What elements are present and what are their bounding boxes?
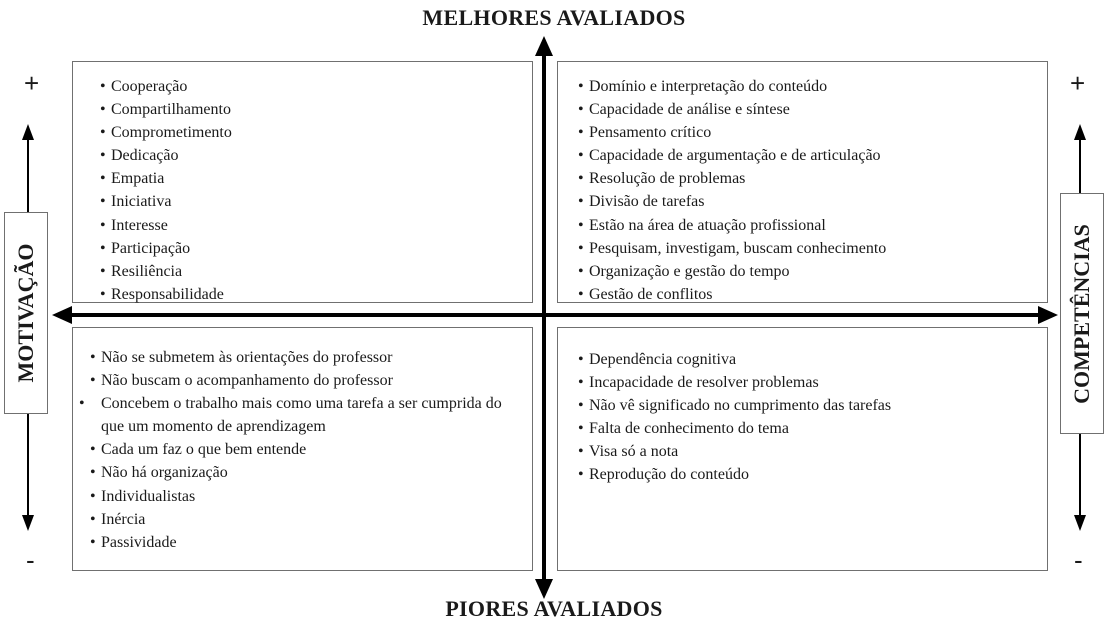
- list-item-text: Resiliência: [111, 262, 183, 280]
- list-item: [578, 283, 1047, 306]
- list-item: [90, 346, 528, 369]
- competencias-label: COMPETÊNCIAS: [1069, 223, 1094, 404]
- list-item: [100, 167, 532, 190]
- list-item-text: Domínio e interpretação do conteúdo: [589, 78, 828, 95]
- list-item: [79, 392, 528, 438]
- right-minus-sign: -: [1074, 545, 1083, 575]
- list-item: [90, 508, 528, 531]
- bullet-icon: •: [100, 193, 106, 211]
- bullet-icon: •: [578, 262, 584, 280]
- list-item-text: Não se submetem às orientações do professor: [101, 349, 393, 366]
- list-item: [578, 167, 1047, 190]
- bullet-icon: •: [100, 78, 106, 95]
- list-item: [100, 121, 532, 144]
- list-item: [578, 144, 1047, 167]
- list-item: [90, 485, 528, 508]
- bullet-icon: •: [578, 285, 584, 303]
- list-item: [100, 144, 532, 167]
- list-item-text: Incapacidade de resolver problemas: [589, 374, 819, 392]
- list-item-text: Dedicação: [111, 147, 179, 165]
- list-item: [578, 348, 1047, 371]
- list-item-text: Concebem o trabalho mais como uma tarefa a ser cumprida do que um momento de aprendizagem: [101, 395, 502, 436]
- bullet-icon: •: [578, 239, 584, 257]
- quadrant-bottom-right: [557, 327, 1048, 571]
- list-item-text: Capacidade de análise e síntese: [589, 101, 790, 119]
- bullet-icon: •: [578, 193, 584, 211]
- list-item: [578, 440, 1047, 463]
- bullet-icon: •: [100, 285, 106, 303]
- list-item: [578, 214, 1047, 237]
- vertical-axis-arrow-up: [535, 36, 553, 56]
- list-item-text: Gestão de conflitos: [589, 285, 713, 303]
- list-item-text: Reprodução do conteúdo: [589, 466, 749, 484]
- list-item: [100, 190, 532, 213]
- bullet-icon: •: [90, 464, 96, 482]
- horizontal-axis-arrow-left: [52, 306, 72, 324]
- bullet-icon: •: [578, 170, 584, 188]
- list-item: [100, 98, 532, 121]
- bullet-icon: •: [578, 351, 584, 368]
- bullet-icon: •: [578, 397, 584, 415]
- list-item-text: Inércia: [101, 510, 146, 528]
- competencias-label-box: [1060, 193, 1104, 434]
- list-item-text: Individualistas: [101, 487, 196, 505]
- list-item: [578, 121, 1047, 144]
- list-item-text: Participação: [111, 239, 191, 257]
- bullet-icon: •: [90, 349, 96, 366]
- horizontal-axis-arrow-right: [1038, 306, 1058, 324]
- right-scale-arrow-down: [1074, 515, 1086, 531]
- list-item-text: Cada um faz o que bem entende: [101, 441, 307, 459]
- list-item-text: Resolução de problemas: [589, 170, 746, 188]
- bullet-icon: •: [100, 124, 106, 142]
- motivacao-label-box: [4, 212, 48, 414]
- list-item-text: Pensamento crítico: [589, 124, 712, 142]
- bullet-icon: •: [100, 216, 106, 234]
- list-item-text: Passividade: [101, 533, 177, 551]
- list-item: [578, 75, 1047, 98]
- list-item: [578, 237, 1047, 260]
- list-item-text: Capacidade de argumentação e de articulação: [589, 147, 881, 165]
- list-item: [90, 531, 528, 554]
- bullet-icon: •: [100, 239, 106, 257]
- quadrant-top-right-list: [578, 75, 1047, 306]
- list-item: [578, 98, 1047, 121]
- quadrant-bottom-right-list: [578, 348, 1047, 487]
- right-scale-arrow-up: [1074, 124, 1086, 140]
- list-item-text: Iniciativa: [111, 193, 172, 211]
- bullet-icon: •: [578, 466, 584, 484]
- list-item: [90, 369, 528, 392]
- list-item-text: Compartilhamento: [111, 101, 231, 119]
- bullet-icon: •: [100, 101, 106, 119]
- list-item-text: Interesse: [111, 216, 168, 234]
- list-item-text: Comprometimento: [111, 124, 232, 142]
- bullet-icon: •: [79, 395, 85, 413]
- title-melhores-avaliados: MELHORES AVALIADOS: [422, 5, 686, 30]
- list-item-text: Não buscam o acompanhamento do professor: [101, 372, 393, 390]
- bullet-icon: •: [578, 78, 584, 95]
- bullet-icon: •: [578, 101, 584, 119]
- bullet-icon: •: [578, 420, 584, 438]
- list-item-text: Organização e gestão do tempo: [589, 262, 790, 280]
- bullet-icon: •: [90, 487, 96, 505]
- list-item: [100, 260, 532, 283]
- list-item: [578, 463, 1047, 486]
- quadrant-bottom-left-list: [79, 346, 528, 554]
- list-item: [578, 417, 1047, 440]
- quadrant-top-left-list: [100, 75, 532, 306]
- list-item: [100, 214, 532, 237]
- quadrant-bottom-left: [72, 327, 533, 571]
- bullet-icon: •: [100, 147, 106, 165]
- list-item-text: Estão na área de atuação profissional: [589, 216, 826, 234]
- bullet-icon: •: [578, 147, 584, 165]
- bullet-icon: •: [100, 170, 106, 188]
- list-item: [90, 438, 528, 461]
- left-plus-sign: +: [24, 68, 40, 98]
- list-item: [578, 260, 1047, 283]
- list-item-text: Divisão de tarefas: [589, 193, 705, 211]
- list-item-text: Falta de conhecimento do tema: [589, 420, 789, 438]
- bullet-icon: •: [578, 374, 584, 392]
- quadrant-top-right: [557, 61, 1048, 303]
- list-item-text: Dependência cognitiva: [589, 351, 737, 368]
- left-scale-arrow-down: [22, 515, 34, 531]
- list-item-text: Cooperação: [111, 78, 188, 95]
- list-item: [578, 394, 1047, 417]
- list-item-text: Visa só a nota: [589, 443, 679, 461]
- list-item: [578, 371, 1047, 394]
- right-plus-sign: +: [1070, 68, 1086, 98]
- bullet-icon: •: [90, 441, 96, 459]
- bullet-icon: •: [90, 533, 96, 551]
- list-item-text: Não vê significado no cumprimento das tarefas: [589, 397, 892, 415]
- bullet-icon: •: [100, 262, 106, 280]
- motivacao-label: MOTIVAÇÃO: [13, 243, 38, 383]
- list-item-text: Empatia: [111, 170, 165, 188]
- list-item-text: Pesquisam, investigam, buscam conhecimento: [589, 239, 887, 257]
- title-piores-avaliados: PIORES AVALIADOS: [445, 596, 663, 621]
- bullet-icon: •: [578, 443, 584, 461]
- bullet-icon: •: [578, 216, 584, 234]
- bullet-icon: •: [90, 372, 96, 390]
- list-item-text: Não há organização: [101, 464, 228, 482]
- quadrant-top-left: [72, 61, 533, 303]
- list-item: [100, 237, 532, 260]
- list-item: [90, 461, 528, 484]
- bullet-icon: •: [90, 510, 96, 528]
- list-item: [100, 283, 532, 306]
- left-scale-arrow-up: [22, 124, 34, 140]
- list-item: [578, 190, 1047, 213]
- list-item-text: Responsabilidade: [111, 285, 224, 303]
- list-item: [100, 75, 532, 98]
- bullet-icon: •: [578, 124, 584, 142]
- left-minus-sign: -: [26, 545, 35, 575]
